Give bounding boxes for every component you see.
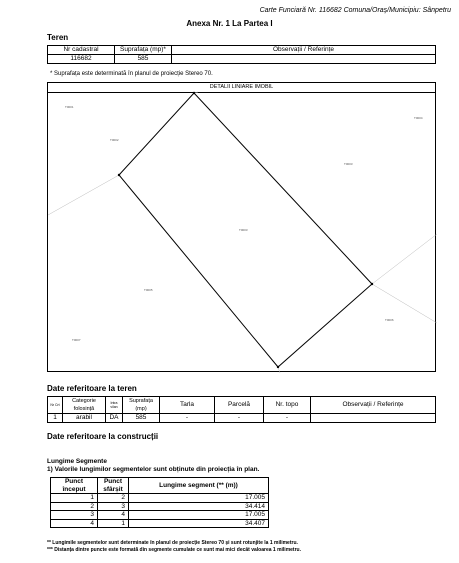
cell-observatii-referinte xyxy=(311,414,436,423)
col-nr-topo: Nr. topo xyxy=(264,397,311,414)
footnote-1: ** Lungimile segmentelor sunt determinate în planul de proiecție Stereo 70 și sunt rotunjite la 1 milimetru. xyxy=(47,540,298,546)
cell-categorie: arabil xyxy=(63,414,106,423)
col-suprafata: Suprafața (mp)* xyxy=(115,46,172,55)
neighbor-line xyxy=(372,284,437,323)
footnote-2: *** Distanța dintre puncte este formată din segmente cumulate ce sunt mai mici decât valoarea 1 milimetru. xyxy=(47,547,301,553)
cell-suprafata-mp: 585 xyxy=(123,414,160,423)
page-title: Anexa Nr. 1 La Partea I xyxy=(186,19,273,28)
plan-center-label: T0003 xyxy=(239,228,248,232)
vertex-4 xyxy=(277,366,279,368)
plan-label: T0006 xyxy=(385,318,394,322)
cf-reference: Carte Funciară Nr. 116682 Comuna/Oraș/Municipiu: Sânpetru xyxy=(259,7,451,14)
col-lungime-segment: Lungime segment (** (m)) xyxy=(129,478,269,494)
cell-end: 3 xyxy=(98,502,129,511)
segmente-table xyxy=(50,477,269,528)
cell-parcela: - xyxy=(215,414,264,423)
plan-label: T0001 xyxy=(65,105,74,109)
table-row xyxy=(51,511,269,520)
cell-start: 3 xyxy=(51,511,98,520)
plan-label: T0005 xyxy=(144,288,153,292)
cell-suprafata: 585 xyxy=(115,55,172,64)
col-intravilan: Intra vilan xyxy=(106,397,123,414)
col-categorie: Categorie folosință xyxy=(63,397,106,414)
plan-title: DETALII LINIARE IMOBIL xyxy=(48,83,435,93)
table-row xyxy=(51,502,269,511)
teren-heading: Teren xyxy=(47,33,69,42)
cell-end: 1 xyxy=(98,519,129,528)
parcel-plan xyxy=(47,82,436,372)
neighbor-line xyxy=(372,234,437,284)
cell-length: 17.005 xyxy=(129,494,269,503)
table-row xyxy=(51,494,269,503)
col-observatii-referinte: Observații / Referințe xyxy=(311,397,436,414)
vertex-3 xyxy=(371,283,373,285)
cell-length: 34.407 xyxy=(129,519,269,528)
cell-start: 2 xyxy=(51,502,98,511)
segmente-heading: Lungime Segmente xyxy=(47,458,107,465)
date-constructii-heading: Date referitoare la construcții xyxy=(47,432,159,441)
col-parcela: Parcelă xyxy=(215,397,264,414)
col-nr-crt: Nr Crt xyxy=(48,397,63,414)
cell-nr-topo: - xyxy=(264,414,311,423)
cell-tarla: - xyxy=(160,414,215,423)
cell-intravilan: DA xyxy=(106,414,123,423)
plan-label: T0002 xyxy=(110,138,119,142)
table-row xyxy=(51,519,269,528)
cell-nr-crt: 1 xyxy=(48,414,63,423)
date-teren-table xyxy=(47,396,436,423)
cell-end: 4 xyxy=(98,511,129,520)
plan-label: T0007 xyxy=(72,338,81,342)
col-tarla: Tarla xyxy=(160,397,215,414)
cell-end: 2 xyxy=(98,494,129,503)
plan-label: T0004 xyxy=(414,116,423,120)
col-punct-inceput: Punct început xyxy=(51,478,98,494)
col-suprafata-mp: Suprafața (mp) xyxy=(123,397,160,414)
col-punct-sfarsit: Punct sfârșit xyxy=(98,478,129,494)
teren-note: * Suprafața este determinată în planul de proiecție Stereo 70. xyxy=(50,71,213,77)
cell-start: 1 xyxy=(51,494,98,503)
date-teren-heading: Date referitoare la teren xyxy=(47,384,137,393)
plan-label: T0003 xyxy=(344,162,353,166)
teren-table xyxy=(47,45,436,64)
segmente-subheading: 1) Valorile lungimilor segmentelor sunt obținute din proiecția în plan. xyxy=(47,466,260,473)
col-observatii: Observații / Referințe xyxy=(172,46,436,55)
col-nr-cadastral: Nr cadastral xyxy=(48,46,115,55)
cell-observatii xyxy=(172,55,436,64)
vertex-2 xyxy=(193,92,195,94)
cell-length: 34.414 xyxy=(129,502,269,511)
cell-start: 4 xyxy=(51,519,98,528)
vertex-1 xyxy=(118,174,120,176)
cell-nr-cadastral: 116682 xyxy=(48,55,115,64)
cell-length: 17.005 xyxy=(129,511,269,520)
neighbor-line xyxy=(48,175,119,215)
